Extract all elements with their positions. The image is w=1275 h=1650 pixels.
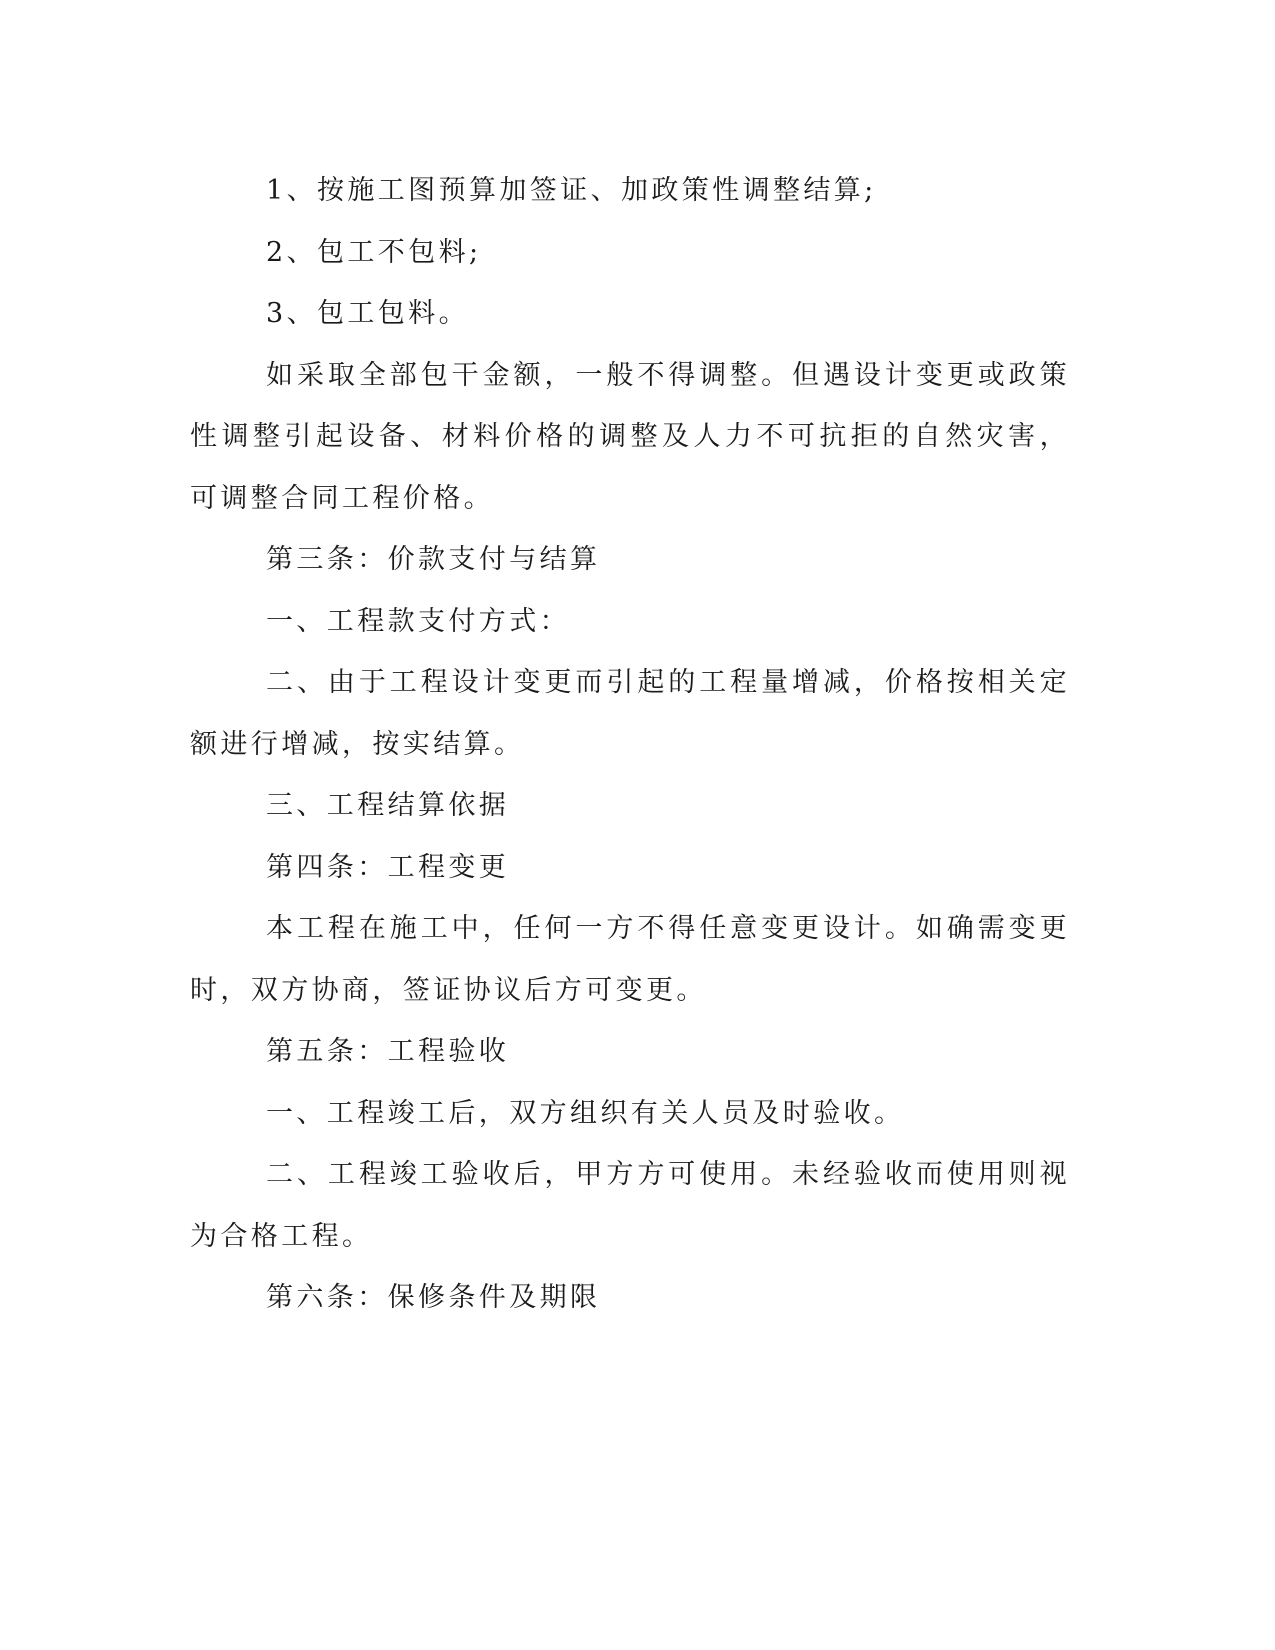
article-4-heading: 第四条：工程变更 (266, 851, 510, 883)
lump-sum-paragraph: 如采取全部包干金额，一般不得调整。但遇设计变更或政策性调整引起设备、材料价格的调整及人力不可抗拒的自然灾害，可调整合同工程价格。 (190, 359, 1070, 514)
settlement-option-3: 3、包工包料。 (266, 298, 469, 329)
settlement-option-1: 1、按施工图预算加签证、加政策性调整结算; (266, 175, 877, 206)
change-rule-paragraph: 本工程在施工中，任何一方不得任意变更设计。如确需变更时，双方协商，签证协议后方可变更。 (190, 913, 1070, 1006)
design-change-item: 二、由于工程设计变更而引起的工程量增减，价格按相关定额进行增减，按实结算。 (190, 667, 1070, 760)
settlement-basis-item: 三、工程结算依据 (266, 790, 510, 821)
article-6-heading: 第六条：保修条件及期限 (266, 1282, 601, 1313)
payment-method-item: 一、工程款支付方式： (266, 605, 570, 637)
acceptance-item-1: 一、工程竣工后，双方组织有关人员及时验收。 (266, 1097, 905, 1129)
article-5-heading: 第五条：工程验收 (266, 1036, 510, 1067)
acceptance-item-2: 二、工程竣工验收后，甲方方可使用。未经验收而使用则视为合格工程。 (190, 1159, 1070, 1252)
document-body (190, 160, 1070, 1329)
article-3-heading: 第三条：价款支付与结算 (266, 544, 601, 575)
settlement-option-2: 2、包工不包料; (266, 236, 482, 268)
